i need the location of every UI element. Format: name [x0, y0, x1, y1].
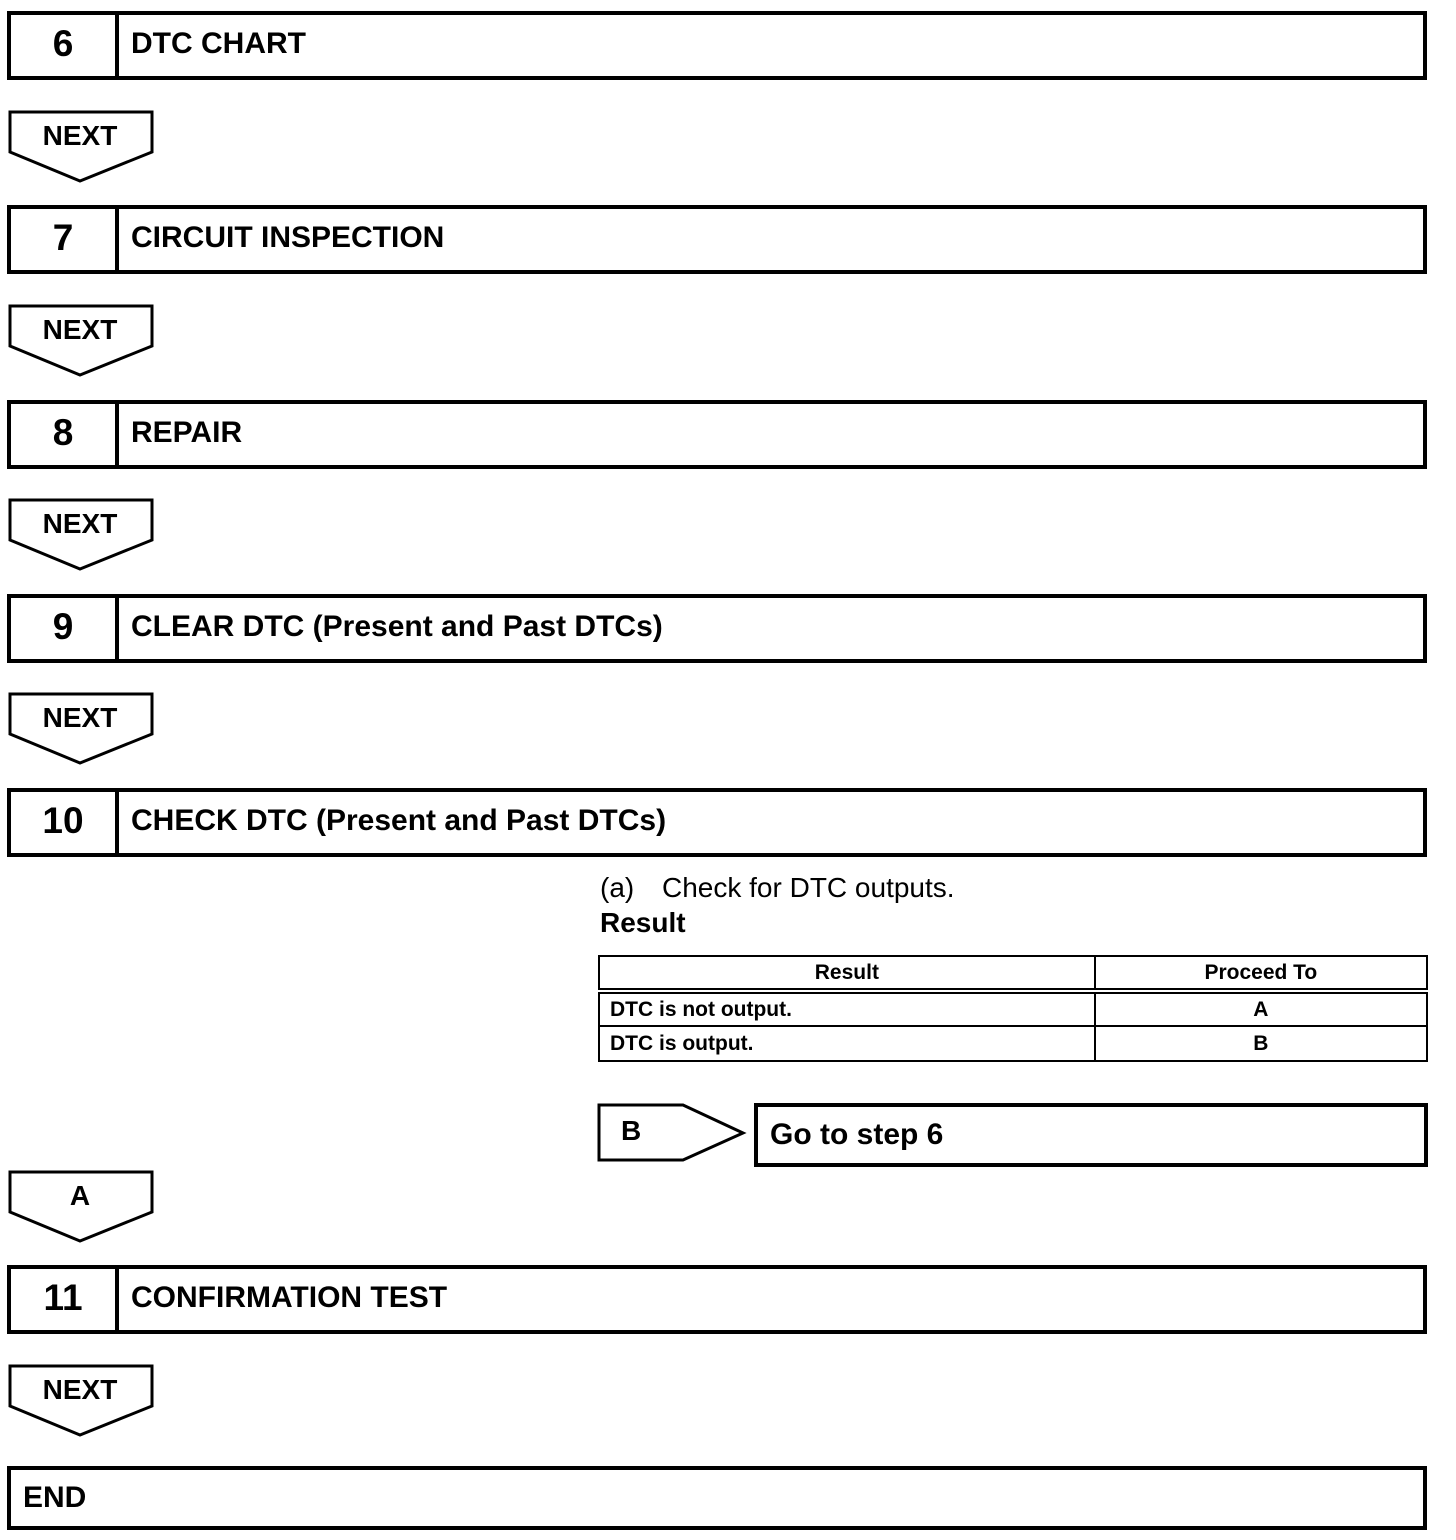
proceed-cell: B — [1095, 1026, 1427, 1061]
arrow-label: NEXT — [42, 508, 118, 539]
result-cell: DTC is output. — [599, 1026, 1095, 1061]
step-number: 6 — [11, 15, 119, 76]
goto-step-box: Go to step 6 — [754, 1103, 1428, 1167]
step-10-header — [7, 788, 1427, 857]
arrow-label: A — [69, 1180, 91, 1211]
branch-b-arrow — [597, 1103, 747, 1165]
step-title: CIRCUIT INSPECTION — [131, 220, 445, 254]
branch-label: B — [621, 1115, 642, 1146]
step-number: 10 — [11, 792, 119, 853]
step-11-header — [7, 1265, 1427, 1334]
instruction-text: Check for DTC outputs. — [662, 872, 955, 903]
step-title: CONFIRMATION TEST — [131, 1280, 448, 1314]
check-instruction — [600, 872, 955, 904]
table-header-row — [599, 956, 1427, 991]
header-result: Result — [599, 956, 1095, 991]
table-row — [599, 1026, 1427, 1061]
instruction-label: (a) — [600, 872, 635, 903]
step-title: DTC CHART — [131, 26, 306, 60]
step-title: CLEAR DTC (Present and Past DTCs) — [131, 609, 663, 643]
step-number: 8 — [11, 404, 119, 465]
a-arrow — [8, 1170, 154, 1244]
arrow-label: NEXT — [42, 702, 118, 733]
arrow-label: NEXT — [42, 120, 118, 151]
step-title: CHECK DTC (Present and Past DTCs) — [131, 803, 667, 837]
next-arrow — [8, 110, 154, 184]
result-table — [598, 955, 1428, 1062]
end-box: END — [7, 1466, 1427, 1530]
header-proceed-to: Proceed To — [1095, 956, 1427, 991]
next-arrow — [8, 498, 154, 572]
step-number: 7 — [11, 209, 119, 270]
table-row — [599, 991, 1427, 1026]
result-heading: Result — [600, 907, 686, 938]
next-arrow — [8, 1364, 154, 1438]
step-number: 9 — [11, 598, 119, 659]
step-6-header — [7, 11, 1427, 80]
result-cell: DTC is not output. — [599, 991, 1095, 1026]
step-9-header — [7, 594, 1427, 663]
next-arrow — [8, 692, 154, 766]
right-arrow-icon — [597, 1103, 747, 1165]
arrow-label: NEXT — [42, 1374, 118, 1405]
proceed-cell: A — [1095, 991, 1427, 1026]
arrow-label: NEXT — [42, 314, 118, 345]
step-title: REPAIR — [131, 415, 243, 449]
step-7-header — [7, 205, 1427, 274]
step-8-header — [7, 400, 1427, 469]
step-number: 11 — [11, 1269, 119, 1330]
next-arrow — [8, 304, 154, 378]
